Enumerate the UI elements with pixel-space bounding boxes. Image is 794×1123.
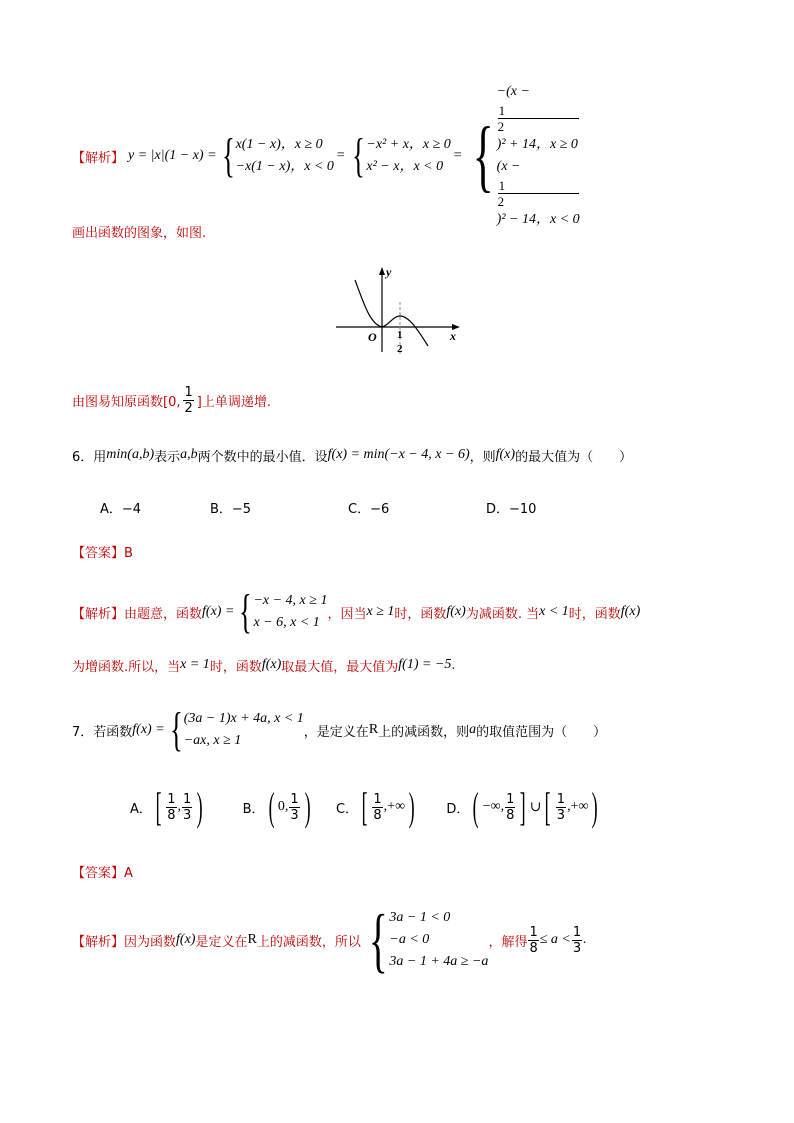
q7-option-c-label: C．	[335, 801, 359, 817]
q7-solution: 【解析】 因为函数 f(x) 是定义在 R 上的减函数，所以 { 3a − 1 < 0 −a < 0 3a − 1 + 4a ≥ −a ，解得 $\frac{1}{8}$ ≤ a < $\frac{1}{3}$ .	[72, 900, 587, 980]
q6-option-a: A．−4	[100, 502, 142, 517]
q5-cases-2: −x² + x，x ≥ 0 x² − x，x < 0	[366, 137, 451, 174]
q5-cases-1: x(1 − x)，x ≥ 0 −x(1 − x)，x < 0	[235, 137, 334, 174]
brace: {	[221, 129, 235, 182]
q7-option-b-label: B．	[242, 801, 265, 817]
q6-option-b: B．−5	[210, 502, 252, 517]
q6-stem: 6．用 min(a,b) 表示 a,b 两个数中的最小值．设 f(x) = min(−x − 4, x − 6) ，则 f(x) 的最大值为（ ）	[72, 447, 633, 465]
curve	[355, 280, 428, 346]
q7-stem: 7．若函数 f(x) = { (3a − 1)x + 4a, x < 1 −ax, x ≥ 1 ，是定义在 R 上的减函数，则 a 的取值范围为（ ）	[72, 703, 607, 756]
brace: {	[352, 129, 366, 182]
q5-solution-line: 【解析】 y = |x|(1 − x) = { x(1 − x)，x ≥ 0 −x(1 − x)，x < 0 = { −x² + x，x ≥ 0 x² − x，x < 0 = { −(x − 1 2 )² + 14，x ≥ 0 (x − 1 2 )² − 14，x < 0	[72, 118, 580, 194]
q5-cases-3: −(x − 1 2 )² + 14，x ≥ 0 (x − 1 2 )² − 14，x < 0	[496, 84, 580, 227]
q5-conclusion: 由图易知原函数[0, $\frac{1}{2}$ ]上单调递增.	[72, 384, 271, 416]
y-label: y	[386, 265, 392, 279]
origin-label: O	[368, 330, 377, 344]
q5-lhs: y = |x|(1 − x) =	[128, 148, 217, 163]
q7-options: A． [ $\frac{1}{8}$ , $\frac{1}{3}$ ) B． ( 0, $\frac{1}{3}$ ) C． [ $\frac{1}{8}$ , +∞ ) D． ( −∞, $\frac{1}{8}$ ] ∪ [ $\frac{1}{3}$ , +∞ )	[130, 784, 599, 829]
q7-option-a-label: A．	[130, 801, 152, 817]
tick-num: 1	[397, 329, 403, 341]
function-graph	[330, 262, 465, 357]
q7-option-d-label: D．	[446, 801, 470, 817]
q6-option-d: D．−10	[486, 502, 537, 517]
q6-solution-line2: 为增函数.所以，当 x = 1 时，函数 f(x) 取最大值，最大值为 f(1) = −5 .	[72, 657, 456, 675]
q6-solution-line1: 【解析】 由题意，函数 f(x) = { −x − 4, x ≥ 1 x − 6, x < 1 ，因当 x ≥ 1 时，函数 f(x) 为减函数. 当 x < 1 时，函数 f(x)	[72, 585, 641, 638]
brace: {	[472, 112, 495, 200]
x-label: x	[450, 329, 456, 343]
q6-option-c: C．−6	[348, 502, 390, 517]
q7-answer: 【答案】A	[72, 866, 133, 881]
y-axis-arrow	[379, 267, 385, 275]
jiexi-tag: 【解析】	[72, 150, 125, 166]
draw-graph-text: 画出函数的图象，如图.	[72, 226, 207, 241]
q6-answer: 【答案】B	[72, 546, 133, 561]
tick-den: 2	[397, 343, 403, 355]
